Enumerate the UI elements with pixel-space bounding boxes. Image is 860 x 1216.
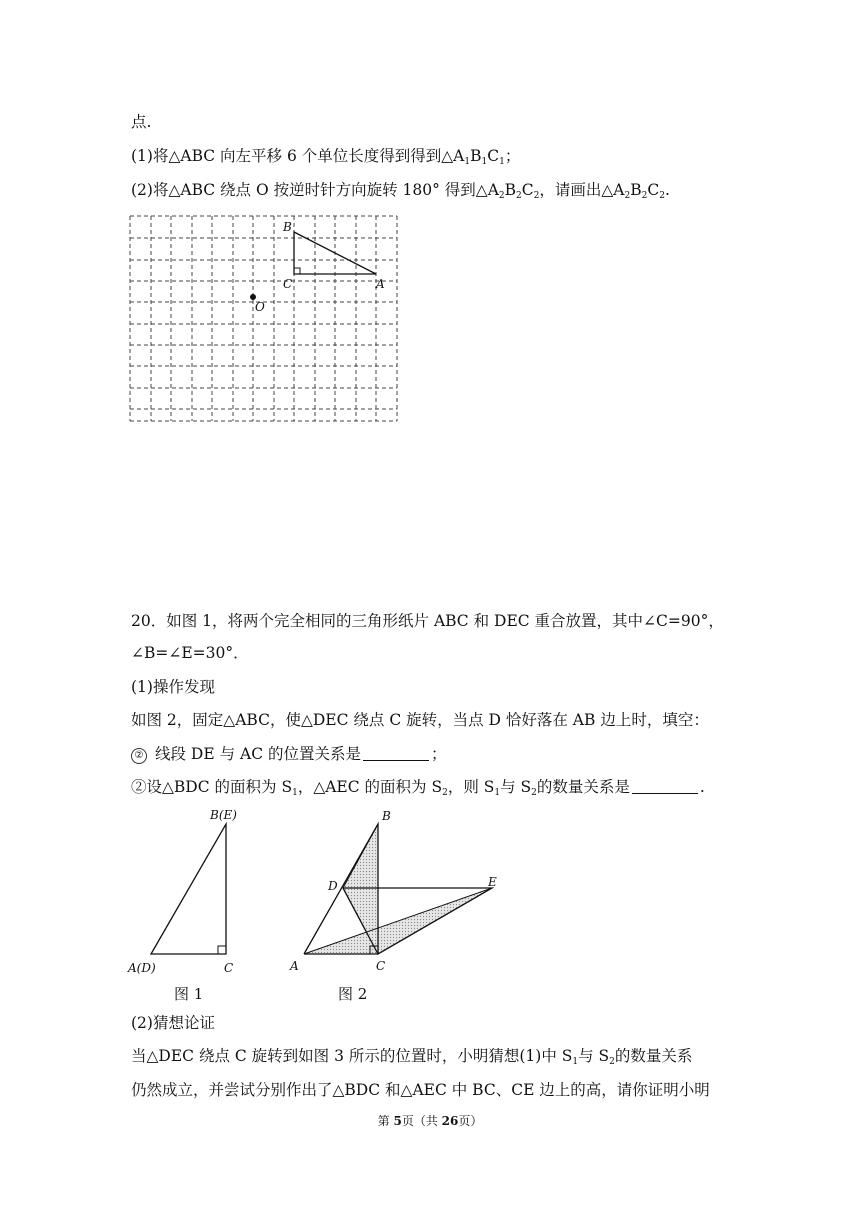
q20-line1 [131, 611, 724, 631]
fig2-shaded-aec [304, 888, 492, 954]
subscript: 1 [572, 1057, 579, 1067]
answer-blank[interactable] [632, 779, 698, 794]
q20-line2-text: ∠B=∠E=30°． [131, 644, 249, 662]
fig1-label-ad: A(D) [128, 961, 156, 975]
subscript: 2 [609, 1057, 615, 1067]
subscript: 2 [498, 191, 505, 201]
q20-item-b-text: 的数量关系是 [536, 778, 630, 796]
figure-1 [124, 804, 254, 980]
q20-line5 [131, 1013, 215, 1033]
q20-item-b-text: ②设△BDC 的面积为 S [131, 778, 293, 796]
fig2-label-c: C [376, 959, 386, 973]
fig1-label-be: B(E) [210, 808, 237, 822]
figure-2 [284, 804, 514, 980]
q19-item2-text: C [647, 181, 660, 199]
q19-item1-text: C [487, 147, 500, 165]
q19-item2-text: . [664, 181, 670, 199]
q20-item-b-text: 与 S [500, 778, 532, 796]
q20-line1-text: 20．如图 1，将两个完全相同的三角形纸片 ABC 和 DEC 重合放置，其中∠C=90°， [131, 612, 724, 630]
subscript: 2 [641, 191, 648, 201]
circled-number: ② [131, 748, 147, 764]
q19-item2-text: (2)将△ABC 绕点 O 按逆时针方向旋转 180° 得到△A [131, 181, 499, 199]
dashed-grid [130, 216, 397, 421]
subscript: 1 [464, 157, 471, 167]
q20-item-a-end: ； [431, 745, 447, 763]
footer-text: 页（共 [401, 1114, 442, 1128]
q20-line3-text: (1)操作发现 [131, 678, 215, 696]
subscript: 2 [624, 191, 631, 201]
subscript: 2 [531, 788, 537, 798]
q20-line6-text: 的数量关系 [614, 1047, 693, 1065]
fig2-label-d: D [328, 879, 338, 893]
q19-item2-text: ，请画出△A [539, 181, 625, 199]
page-number: 5 [393, 1114, 402, 1128]
q20-line6-text: 与 S [578, 1047, 610, 1065]
q19-item1-text: ； [504, 147, 521, 165]
q20-item-b-text: ，则 S [447, 778, 495, 796]
q19-item2-text: C [521, 181, 534, 199]
fig2-label-a: A [290, 959, 299, 973]
fig1-label-c: C [224, 961, 234, 975]
figure-2-caption: 图 2 [338, 985, 368, 1003]
q20-line7-text: 仍然成立，并尝试分别作出了△BDC 和△AEC 中 BC、CE 边上的高，请你证明小明 [131, 1081, 710, 1099]
label-o: O [255, 300, 265, 314]
label-c: C [283, 277, 293, 291]
label-b: B [283, 220, 292, 234]
q20-item-b-text: ，△AEC 的面积为 S [297, 778, 443, 796]
figure-1-caption: 图 1 [174, 985, 204, 1003]
q20-item-b [131, 777, 705, 803]
fig1-right-angle [218, 946, 226, 954]
subscript: 2 [533, 191, 540, 201]
subscript: 2 [442, 788, 448, 798]
q19-item1 [131, 146, 520, 172]
subscript: 2 [516, 191, 522, 201]
q20-line7 [131, 1080, 710, 1100]
grid-figure [128, 214, 400, 426]
q19-item2 [131, 180, 670, 206]
page-footer [0, 1112, 860, 1129]
q20-line3 [131, 677, 215, 697]
subscript: 1 [499, 157, 505, 167]
q19-item1-text: (1)将△ABC 向左平移 6 个单位长度得到得到△A [131, 147, 465, 165]
q20-line6-text: 当△DEC 绕点 C 旋转到如图 3 所示的位置时，小明猜想(1)中 S [131, 1047, 573, 1065]
subscript: 1 [494, 788, 501, 798]
q19-line0-text: 点. [131, 113, 152, 131]
page-total: 26 [441, 1114, 459, 1128]
q19-line0 [131, 112, 151, 132]
fig1-triangle [151, 824, 226, 954]
right-angle-mark [294, 268, 300, 274]
answer-blank[interactable] [363, 746, 429, 761]
subscript: 1 [481, 157, 488, 167]
q20-item-a-text: 线段 DE 与 AC 的位置关系是 [155, 745, 362, 763]
q20-line4 [131, 710, 709, 730]
q20-item-a [131, 744, 447, 764]
q19-item2-text: B [630, 181, 642, 199]
subscript: 2 [659, 191, 665, 201]
q20-line4-text: 如图 2，固定△ABC，使△DEC 绕点 C 旋转，当点 D 恰好落在 AB 边上时，填空： [131, 711, 709, 729]
fig2-label-b: B [382, 809, 391, 823]
q20-line5-text: (2)猜想论证 [131, 1014, 215, 1032]
footer-text: 页） [458, 1114, 483, 1128]
q20-line2 [131, 643, 249, 663]
q19-item2-text: B [504, 181, 517, 199]
footer-text: 第 [377, 1114, 394, 1128]
fig2-label-e: E [488, 875, 497, 889]
q20-item-b-end: . [699, 778, 705, 796]
label-a: A [376, 277, 385, 291]
subscript: 1 [292, 788, 298, 798]
q19-item1-text: B [470, 147, 482, 165]
q20-line6 [131, 1046, 692, 1072]
